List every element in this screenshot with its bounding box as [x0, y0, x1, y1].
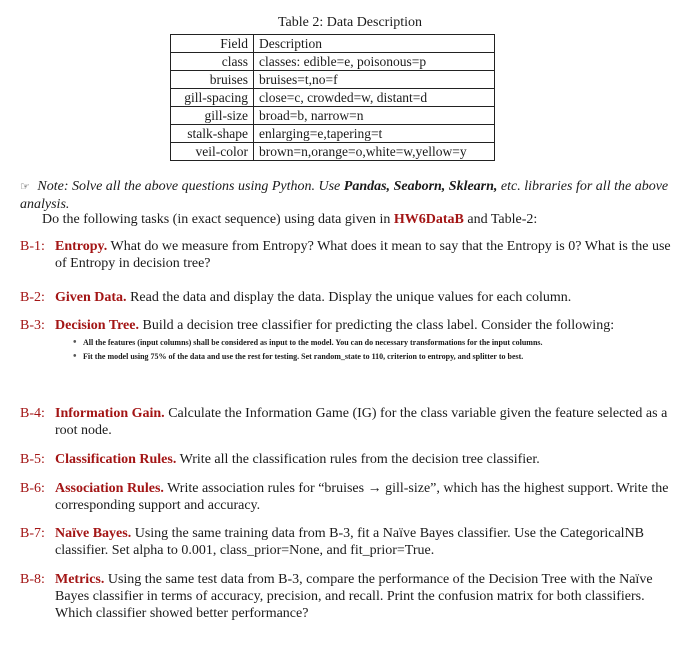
table-row	[171, 125, 495, 143]
table-row	[171, 89, 495, 107]
pointing-hand-icon: ☞	[20, 181, 30, 193]
task-label: B-1:	[20, 239, 45, 254]
list-item: • Fit the model using 75% of the data and use the rest for testing. Set random_state to 110, criterion to entropy, and splitter to best.	[73, 352, 680, 361]
task-text: Build a decision tree classifier for predicting the class label. Consider the following:	[142, 318, 615, 333]
table-header-row	[171, 35, 495, 53]
field-cell: gill-size	[171, 107, 254, 125]
task-text: Write all the classification rules from the decision tree classifier.	[179, 452, 540, 467]
task-title: Naïve Bayes.	[55, 526, 132, 541]
task-label: B-8:	[20, 572, 45, 587]
task-text: What do we measure from Entropy? What does it mean to say that the Entropy is 0? What is the use of Entropy in decision tree?	[55, 239, 671, 271]
task-b1	[20, 238, 680, 272]
list-item: • All the features (input columns) shall be considered as input to the model. You can do necessary transformations for the input columns.	[73, 338, 680, 347]
description-cell: brown=n,orange=o,white=w,yellow=y	[254, 143, 495, 161]
task-text: Write association rules for “bruises → gill-size”, which has the highest support. Write the corresponding support and accuracy.	[55, 481, 669, 513]
field-cell: stalk-shape	[171, 125, 254, 143]
task-title: Metrics.	[55, 572, 105, 587]
task-title: Given Data.	[55, 290, 127, 305]
note-lib-seaborn: Seaborn,	[393, 179, 446, 194]
task-title: Entropy.	[55, 239, 108, 254]
intro-before: Do the following tasks (in exact sequence) using data given in	[42, 212, 391, 227]
field-cell: gill-spacing	[171, 89, 254, 107]
task-title: Decision Tree.	[55, 318, 139, 333]
task-text: Calculate the Information Game (IG) for the class variable given the feature selected as a root node.	[55, 406, 668, 438]
field-cell: bruises	[171, 71, 254, 89]
task-label: B-7:	[20, 526, 45, 541]
task-title: Classification Rules.	[55, 452, 177, 467]
task-label: B-5:	[20, 452, 45, 467]
note-suffix: etc. libraries for all the above analysis.	[20, 179, 669, 212]
task-label: B-2:	[20, 290, 45, 305]
description-cell: close=c, crowded=w, distant=d	[254, 89, 495, 107]
field-cell: class	[171, 53, 254, 71]
task-title: Association Rules.	[55, 481, 164, 496]
header-field: Field	[171, 35, 254, 53]
task-b4	[20, 405, 680, 439]
table-row	[171, 107, 495, 125]
task-b8	[20, 571, 680, 622]
task-b6	[20, 480, 680, 514]
dataset-name: HW6DataB	[393, 212, 464, 227]
task-b2	[20, 289, 680, 306]
note-lib-pandas: Pandas,	[343, 179, 391, 194]
task-text: Using the same training data from B-3, fit a Naïve Bayes classifier. Use the CategoricalNB classifier. Set alpha to 0.001, class_prior=None, and fit_prior=True.	[55, 526, 645, 558]
table-row	[171, 53, 495, 71]
description-cell: bruises=t,no=f	[254, 71, 495, 89]
field-cell: veil-color	[171, 143, 254, 161]
note-paragraph	[20, 178, 676, 213]
note-prefix: Note: Solve all the above questions using Python. Use	[37, 179, 341, 194]
header-description: Description	[254, 35, 495, 53]
task-label: B-3:	[20, 318, 45, 333]
task-title: Information Gain.	[55, 406, 165, 421]
table-row	[171, 143, 495, 161]
task-b3	[20, 317, 680, 366]
task-bullet-list	[73, 338, 680, 361]
task-b7	[20, 525, 680, 559]
table-caption: Table 2: Data Description	[277, 15, 423, 30]
task-text: Read the data and display the data. Display the unique values for each column.	[130, 290, 572, 305]
task-label: B-6:	[20, 481, 45, 496]
intro-after: and Table-2:	[467, 212, 538, 227]
task-b5	[20, 451, 680, 468]
description-cell: enlarging=e,tapering=t	[254, 125, 495, 143]
data-description-table	[170, 34, 495, 161]
description-cell: broad=b, narrow=n	[254, 107, 495, 125]
task-label: B-4:	[20, 406, 45, 421]
intro-text	[42, 212, 682, 228]
description-cell: classes: edible=e, poisonous=p	[254, 53, 495, 71]
note-lib-sklearn: Sklearn,	[448, 179, 498, 194]
table-row	[171, 71, 495, 89]
task-text: Using the same test data from B-3, compare the performance of the Decision Tree with the Naïve Bayes classifier in terms of accuracy, precision, and recall. Print the confusion matrix for both classifiers. Which classifier showed better performance?	[55, 572, 653, 621]
